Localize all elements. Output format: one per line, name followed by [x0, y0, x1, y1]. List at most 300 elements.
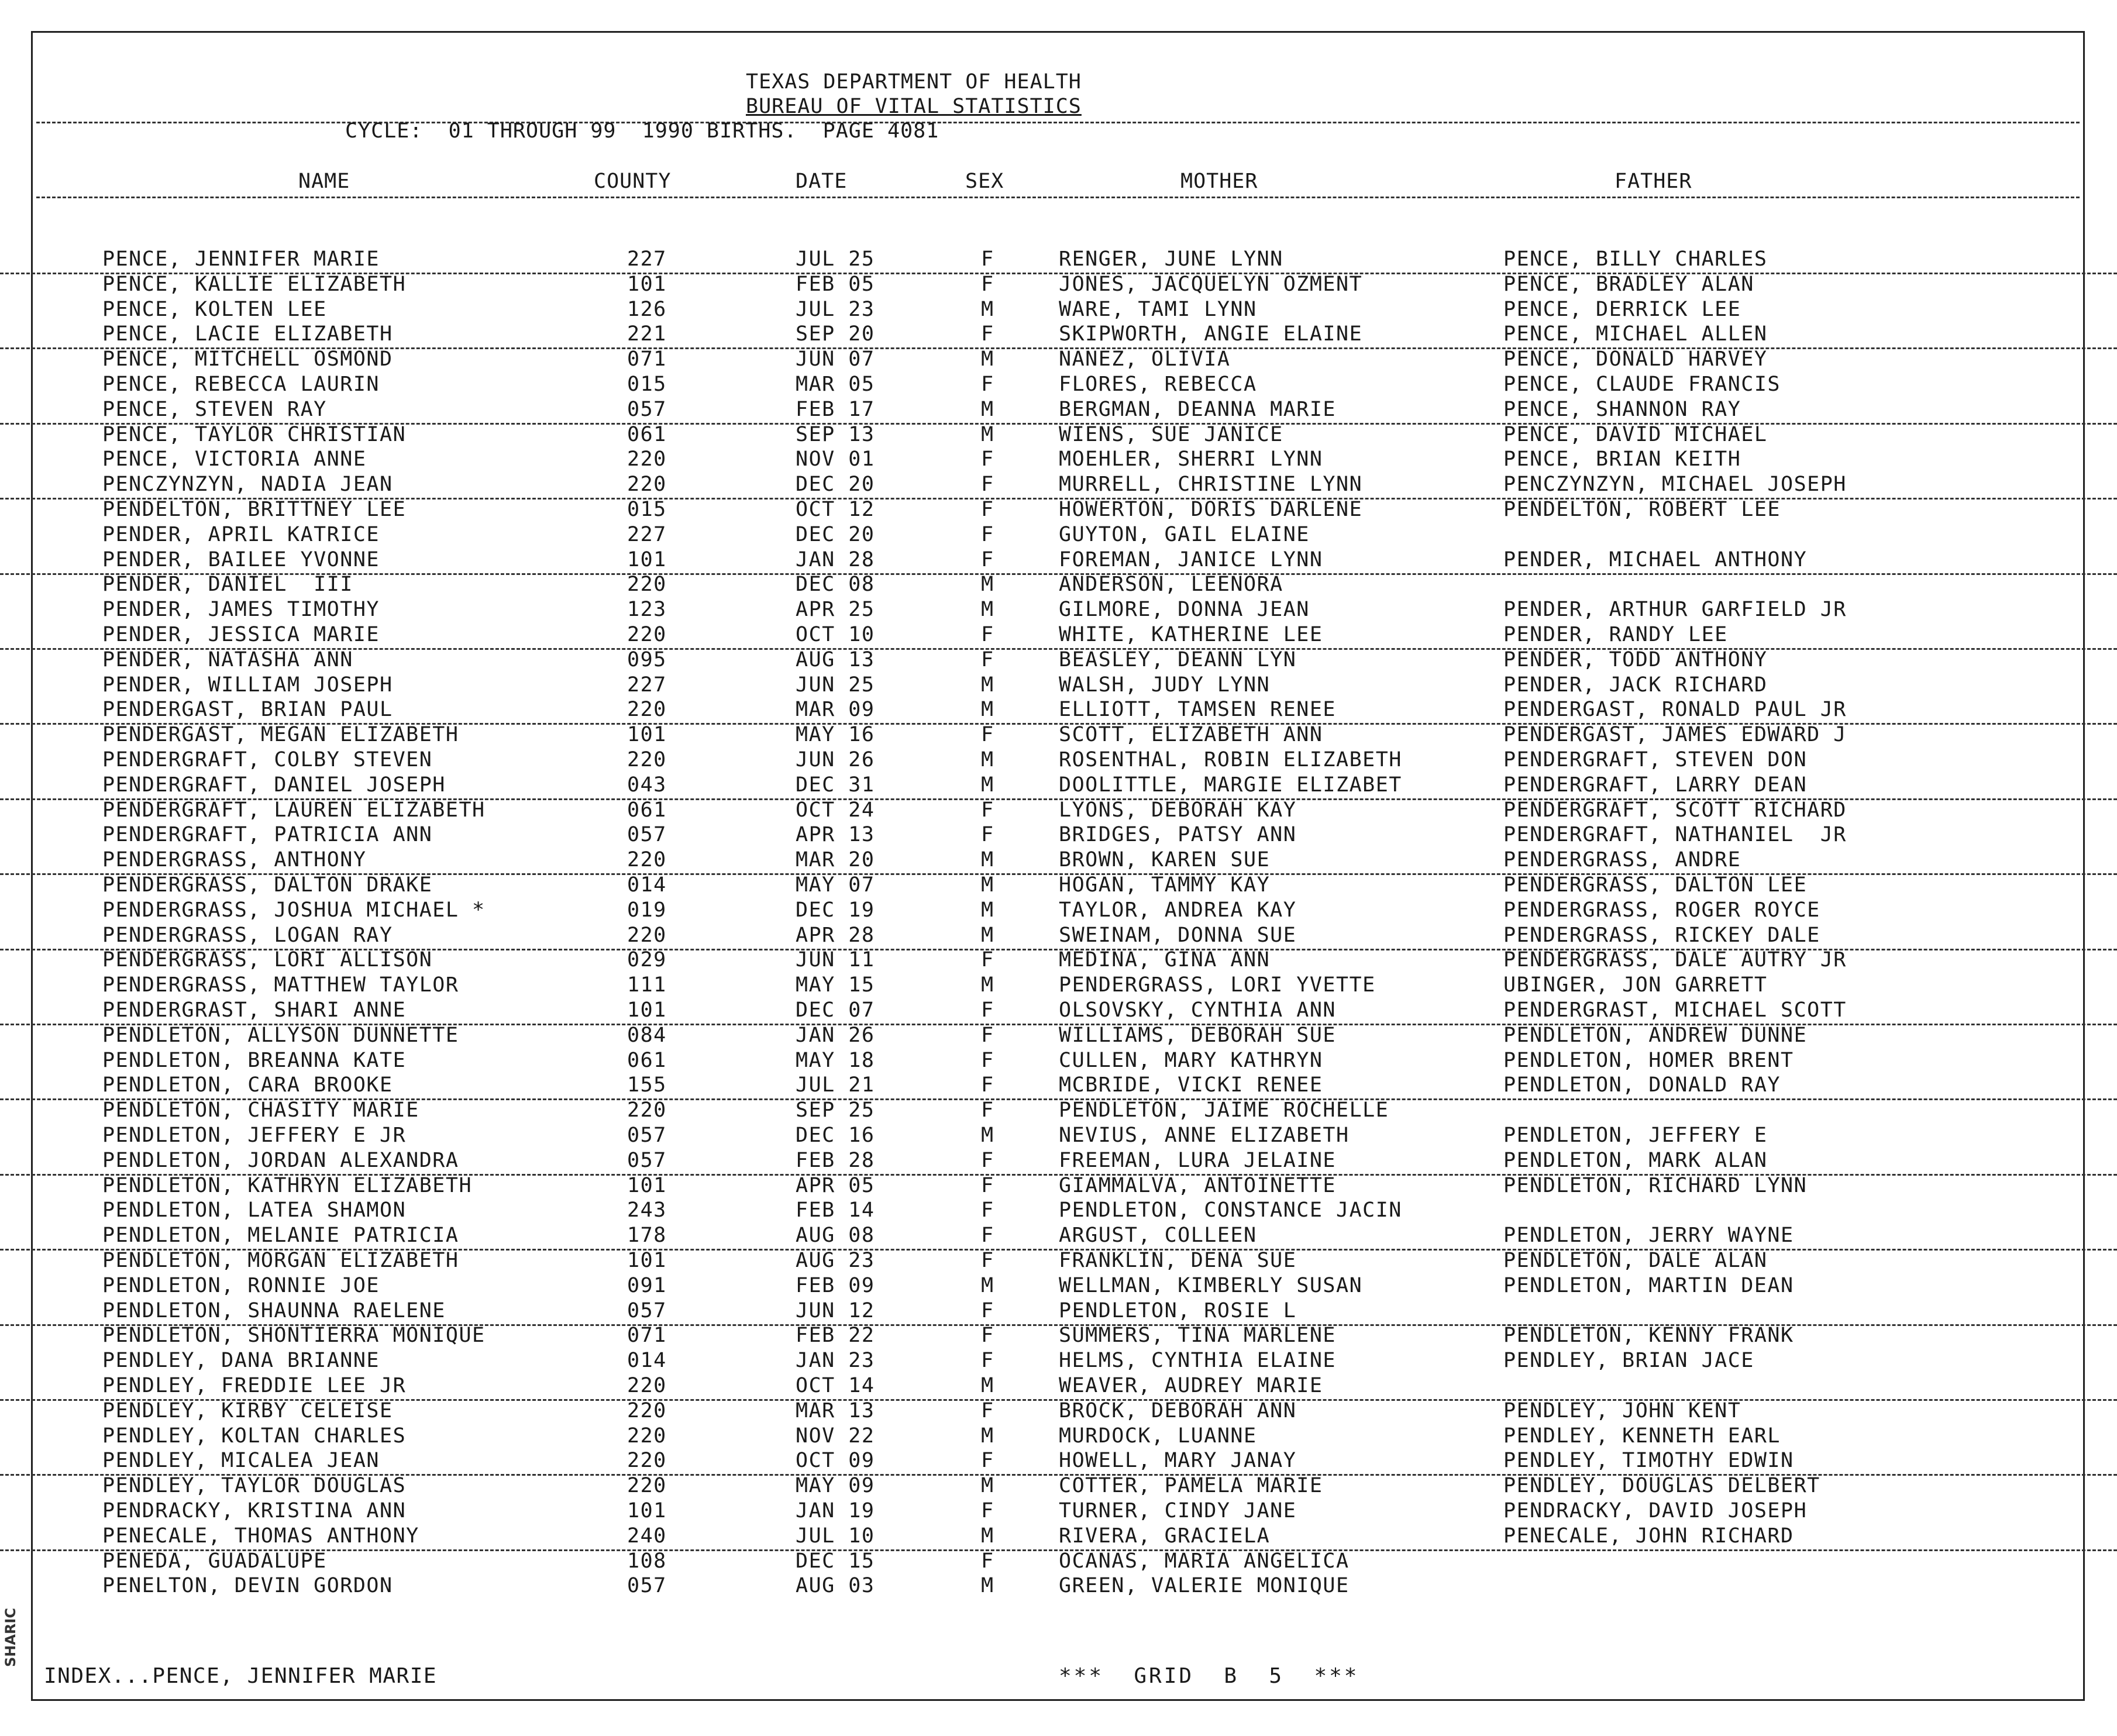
record-father: PENDERGRASS, ROGER ROYCE [1503, 898, 1820, 922]
record-mother: GILMORE, DONNA JEAN [1059, 598, 1310, 622]
record-row [0, 473, 2117, 500]
record-name: PENDERGRASS, LOGAN RAY [102, 923, 393, 947]
record-row [0, 373, 2117, 398]
record-date: JUN 11 [796, 948, 875, 972]
record-row [0, 848, 2117, 875]
record-mother: PENDLETON, ROSIE L [1059, 1298, 1297, 1322]
record-sex: F [981, 373, 994, 396]
record-sex: F [981, 823, 994, 847]
record-date: DEC 16 [796, 1124, 875, 1147]
record-sex: M [981, 873, 994, 897]
record-father: PENDLETON, ANDREW DUNNE [1503, 1023, 1808, 1047]
record-date: MAY 18 [796, 1048, 875, 1072]
record-mother: GUYTON, GAIL ELAINE [1059, 522, 1310, 546]
record-sex: F [981, 1198, 994, 1222]
record-date: AUG 03 [796, 1574, 875, 1598]
record-date: AUG 23 [796, 1249, 875, 1272]
record-county: 057 [627, 1148, 667, 1172]
record-sex: F [981, 798, 994, 822]
record-county: 220 [627, 573, 667, 597]
record-name: PENDLETON, MELANIE PATRICIA [102, 1224, 459, 1248]
record-name: PENDLETON, KATHRYN ELIZABETH [102, 1173, 473, 1197]
record-mother: FLORES, REBECCA [1059, 373, 1257, 396]
record-sex: F [981, 1173, 994, 1197]
record-county: 243 [627, 1198, 667, 1222]
footer-grid: *** GRID B 5 *** [1059, 1664, 1359, 1688]
record-row [0, 723, 2117, 748]
record-mother: COTTER, PAMELA MARIE [1059, 1474, 1323, 1498]
record-row [0, 673, 2117, 698]
record-county: 014 [627, 1349, 667, 1373]
record-row [0, 823, 2117, 848]
record-sex: F [981, 948, 994, 972]
record-father: PENDLETON, DALE ALAN [1503, 1249, 1768, 1272]
record-date: JUL 23 [796, 297, 875, 321]
record-name: PENDLETON, CHASITY MARIE [102, 1098, 419, 1122]
record-row [0, 273, 2117, 298]
record-date: MAR 13 [796, 1399, 875, 1422]
record-county: 057 [627, 397, 667, 421]
record-row [0, 1299, 2117, 1326]
record-mother: NANEZ, OLIVIA [1059, 347, 1231, 371]
record-county: 220 [627, 447, 667, 471]
header-rule [36, 122, 2080, 123]
record-date: MAR 09 [796, 698, 875, 722]
record-father: PENDERGRAST, MICHAEL SCOTT [1503, 998, 1847, 1022]
record-county: 220 [627, 748, 667, 771]
record-father: PENDERGRASS, DALE AUTRY JR [1503, 948, 1847, 972]
record-sex: M [981, 1424, 994, 1448]
record-row [0, 1549, 2117, 1575]
record-mother: HELMS, CYNTHIA ELAINE [1059, 1349, 1337, 1373]
record-county: 015 [627, 373, 667, 396]
record-sex: F [981, 1399, 994, 1422]
record-date: FEB 09 [796, 1273, 875, 1297]
record-father: PENCE, BRIAN KEITH [1503, 447, 1741, 471]
record-sex: M [981, 598, 994, 622]
record-name: PENDERGRASS, MATTHEW TAYLOR [102, 973, 459, 997]
record-name: PENECALE, THOMAS ANTHONY [102, 1524, 419, 1548]
record-mother: SCOTT, ELIZABETH ANN [1059, 723, 1323, 747]
record-mother: FOREMAN, JANICE LYNN [1059, 547, 1323, 571]
record-mother: BRIDGES, PATSY ANN [1059, 823, 1297, 847]
record-date: SEP 13 [796, 422, 875, 446]
record-date: JUN 07 [796, 347, 875, 371]
record-county: 057 [627, 1298, 667, 1322]
record-name: PENEDA, GUADALUPE [102, 1549, 327, 1573]
record-row [0, 648, 2117, 673]
record-date: DEC 19 [796, 898, 875, 922]
record-name: PENCE, REBECCA LAURIN [102, 373, 380, 396]
record-name: PENDLETON, ALLYSON DUNNETTE [102, 1023, 459, 1047]
record-row [0, 447, 2117, 473]
record-name: PENDERGRAFT, COLBY STEVEN [102, 748, 433, 771]
record-sex: M [981, 297, 994, 321]
record-county: 101 [627, 1499, 667, 1523]
record-mother: PENDLETON, CONSTANCE JACIN [1059, 1198, 1402, 1222]
record-father: PENECALE, JOHN RICHARD [1503, 1524, 1794, 1548]
record-father: PENDER, RANDY LEE [1503, 623, 1728, 646]
record-date: NOV 22 [796, 1424, 875, 1448]
record-row [0, 1574, 2117, 1599]
record-mother: TAYLOR, ANDREA KAY [1059, 898, 1297, 922]
record-county: 178 [627, 1224, 667, 1248]
record-sex: F [981, 1499, 994, 1523]
record-name: PENDLEY, KOLTAN CHARLES [102, 1424, 407, 1448]
record-date: OCT 24 [796, 798, 875, 822]
record-mother: WALSH, JUDY LYNN [1059, 673, 1271, 697]
record-county: 101 [627, 998, 667, 1022]
record-county: 220 [627, 923, 667, 947]
record-date: APR 13 [796, 823, 875, 847]
record-mother: WELLMAN, KIMBERLY SUSAN [1059, 1273, 1363, 1297]
record-row [0, 247, 2117, 274]
record-mother: HOWERTON, DORIS DARLENE [1059, 498, 1363, 521]
record-row [0, 573, 2117, 598]
record-mother: MURRELL, CHRISTINE LYNN [1059, 473, 1363, 497]
record-father: PENDLETON, JEFFERY E [1503, 1124, 1768, 1147]
record-date: JUL 10 [796, 1524, 875, 1548]
record-mother: BROCK, DEBORAH ANN [1059, 1399, 1297, 1422]
record-row [0, 347, 2117, 373]
record-date: DEC 20 [796, 522, 875, 546]
record-county: 155 [627, 1073, 667, 1097]
record-row [0, 1524, 2117, 1551]
record-name: PENCE, KALLIE ELIZABETH [102, 272, 407, 296]
record-row [0, 623, 2117, 650]
record-sex: F [981, 1048, 994, 1072]
record-father: PENDLETON, MARTIN DEAN [1503, 1273, 1794, 1297]
record-mother: SUMMERS, TINA MARLENE [1059, 1324, 1337, 1348]
record-county: 014 [627, 873, 667, 897]
record-sex: F [981, 623, 994, 646]
record-mother: PENDERGRASS, LORI YVETTE [1059, 973, 1376, 997]
record-name: PENELTON, DEVIN GORDON [102, 1574, 393, 1598]
record-date: MAR 20 [796, 848, 875, 872]
record-father: PENDELTON, ROBERT LEE [1503, 498, 1781, 521]
record-sex: M [981, 698, 994, 722]
record-row [0, 548, 2117, 575]
record-name: PENDERGRAFT, LAUREN ELIZABETH [102, 798, 486, 822]
record-date: OCT 10 [796, 623, 875, 646]
record-father: PENDERGRASS, DALTON LEE [1503, 873, 1808, 897]
record-county: 220 [627, 698, 667, 722]
record-name: PENDLEY, FREDDIE LEE JR [102, 1374, 407, 1397]
record-name: PENDERGAST, MEGAN ELIZABETH [102, 723, 459, 747]
record-row [0, 998, 2117, 1025]
column-header-mother: MOTHER [1180, 170, 1258, 193]
record-name: PENDLEY, DANA BRIANNE [102, 1349, 380, 1373]
record-county: 220 [627, 623, 667, 646]
column-header-sex: SEX [965, 170, 1004, 193]
record-row [0, 1424, 2117, 1449]
record-mother: MCBRIDE, VICKI RENEE [1059, 1073, 1323, 1097]
record-name: PENCE, MITCHELL OSMOND [102, 347, 393, 371]
record-sex: F [981, 647, 994, 671]
record-date: FEB 05 [796, 272, 875, 296]
record-sex: M [981, 1524, 994, 1548]
record-date: FEB 28 [796, 1148, 875, 1172]
record-county: 101 [627, 723, 667, 747]
column-header-rule [36, 197, 2080, 198]
record-name: PENDLETON, MORGAN ELIZABETH [102, 1249, 459, 1272]
record-mother: WEAVER, AUDREY MARIE [1059, 1374, 1323, 1397]
record-name: PENCE, KOLTEN LEE [102, 297, 327, 321]
record-father: PENDLETON, MARK ALAN [1503, 1148, 1768, 1172]
record-county: 084 [627, 1023, 667, 1047]
record-name: PENCE, TAYLOR CHRISTIAN [102, 422, 407, 446]
record-mother: OCANAS, MARIA ANGELICA [1059, 1549, 1350, 1573]
record-sex: M [981, 848, 994, 872]
record-county: 220 [627, 848, 667, 872]
record-father: PENCE, DAVID MICHAEL [1503, 422, 1768, 446]
record-date: APR 25 [796, 598, 875, 622]
record-sex: F [981, 498, 994, 521]
record-mother: MURDOCK, LUANNE [1059, 1424, 1257, 1448]
record-row [0, 1249, 2117, 1274]
record-county: 220 [627, 1474, 667, 1498]
record-name: PENCZYNZYN, NADIA JEAN [102, 473, 393, 497]
record-name: PENDLETON, JEFFERY E JR [102, 1124, 407, 1147]
record-date: AUG 08 [796, 1224, 875, 1248]
record-mother: ANDERSON, LEENORA [1059, 573, 1283, 597]
record-county: 108 [627, 1549, 667, 1573]
record-name: PENDLETON, BREANNA KATE [102, 1048, 407, 1072]
record-name: PENDER, BAILEE YVONNE [102, 547, 380, 571]
record-sex: F [981, 1098, 994, 1122]
record-date: SEP 25 [796, 1098, 875, 1122]
record-sex: F [981, 272, 994, 296]
record-mother: HOGAN, TAMMY KAY [1059, 873, 1271, 897]
record-county: 019 [627, 898, 667, 922]
record-sex: F [981, 522, 994, 546]
record-county: 091 [627, 1273, 667, 1297]
record-date: DEC 15 [796, 1549, 875, 1573]
record-name: PENDERGRAST, SHARI ANNE [102, 998, 407, 1022]
record-row [0, 1098, 2117, 1124]
record-name: PENDLEY, MICALEA JEAN [102, 1449, 380, 1473]
record-mother: BERGMAN, DEANNA MARIE [1059, 397, 1337, 421]
record-mother: PENDLETON, JAIME ROCHELLE [1059, 1098, 1389, 1122]
record-mother: ARGUST, COLLEEN [1059, 1224, 1257, 1248]
record-row [0, 398, 2117, 425]
record-mother: WHITE, KATHERINE LEE [1059, 623, 1323, 646]
record-father: PENCE, DERRICK LEE [1503, 297, 1741, 321]
record-row [0, 798, 2117, 824]
record-name: PENDERGRAFT, PATRICIA ANN [102, 823, 433, 847]
record-sex: M [981, 1273, 994, 1297]
record-county: 220 [627, 1449, 667, 1473]
record-county: 029 [627, 948, 667, 972]
record-county: 101 [627, 1249, 667, 1272]
record-row [0, 1324, 2117, 1349]
record-row [0, 973, 2117, 998]
record-sex: M [981, 1474, 994, 1498]
record-county: 043 [627, 773, 667, 797]
record-date: JUN 26 [796, 748, 875, 771]
record-father: PENDLEY, KENNETH EARL [1503, 1424, 1781, 1448]
record-county: 057 [627, 1574, 667, 1598]
record-county: 221 [627, 322, 667, 346]
record-date: MAY 09 [796, 1474, 875, 1498]
record-sex: F [981, 1324, 994, 1348]
record-mother: WARE, TAMI LYNN [1059, 297, 1257, 321]
record-sex: F [981, 547, 994, 571]
record-county: 111 [627, 973, 667, 997]
record-row [0, 773, 2117, 800]
record-sex: M [981, 1374, 994, 1397]
record-sex: F [981, 1148, 994, 1172]
record-father: PENDERGRAFT, SCOTT RICHARD [1503, 798, 1847, 822]
record-father: PENCE, MICHAEL ALLEN [1503, 322, 1768, 346]
record-mother: ELLIOTT, TAMSEN RENEE [1059, 698, 1337, 722]
record-county: 057 [627, 1124, 667, 1147]
record-row [0, 298, 2117, 323]
record-row [0, 1049, 2117, 1074]
record-county: 240 [627, 1524, 667, 1548]
record-sex: F [981, 998, 994, 1022]
record-mother: RENGER, JUNE LYNN [1059, 247, 1283, 271]
record-sex: F [981, 1249, 994, 1272]
record-row [0, 924, 2117, 950]
record-father: PENDLETON, RICHARD LYNN [1503, 1173, 1808, 1197]
record-mother: ROSENTHAL, ROBIN ELIZABETH [1059, 748, 1402, 771]
record-father: PENCE, SHANNON RAY [1503, 397, 1741, 421]
record-sex: M [981, 422, 994, 446]
record-row [0, 948, 2117, 973]
record-county: 071 [627, 1324, 667, 1348]
record-sex: F [981, 1349, 994, 1373]
record-name: PENDELTON, BRITTNEY LEE [102, 498, 407, 521]
record-row [0, 1024, 2117, 1049]
record-mother: MOEHLER, SHERRI LYNN [1059, 447, 1323, 471]
record-sex: M [981, 1574, 994, 1598]
record-mother: FREEMAN, LURA JELAINE [1059, 1148, 1337, 1172]
record-sex: F [981, 1449, 994, 1473]
record-date: DEC 08 [796, 573, 875, 597]
record-row [0, 1149, 2117, 1176]
record-sex: F [981, 1073, 994, 1097]
record-date: JUN 25 [796, 673, 875, 697]
record-row [0, 1274, 2117, 1299]
record-mother: HOWELL, MARY JANAY [1059, 1449, 1297, 1473]
column-header-father: FATHER [1615, 170, 1692, 193]
column-header-name: NAME [298, 170, 350, 193]
record-name: PENDLETON, CARA BROOKE [102, 1073, 393, 1097]
record-row [0, 322, 2117, 349]
record-name: PENDLETON, JORDAN ALEXANDRA [102, 1148, 459, 1172]
record-county: 071 [627, 347, 667, 371]
record-mother: LYONS, DEBORAH KAY [1059, 798, 1297, 822]
record-county: 220 [627, 1399, 667, 1422]
record-date: MAY 15 [796, 973, 875, 997]
record-date: JUN 12 [796, 1298, 875, 1322]
record-date: DEC 07 [796, 998, 875, 1022]
record-name: PENDLEY, TAYLOR DOUGLAS [102, 1474, 407, 1498]
header-agency: TEXAS DEPARTMENT OF HEALTH [746, 70, 1082, 94]
record-row [0, 1124, 2117, 1149]
record-name: PENDLETON, RONNIE JOE [102, 1273, 380, 1297]
record-father: PENCE, BRADLEY ALAN [1503, 272, 1754, 296]
record-county: 220 [627, 1374, 667, 1397]
record-father: PENDERGRASS, ANDRE [1503, 848, 1741, 872]
record-date: APR 28 [796, 923, 875, 947]
record-date: DEC 20 [796, 473, 875, 497]
record-row [0, 1499, 2117, 1524]
record-row [0, 1399, 2117, 1424]
record-sex: F [981, 1549, 994, 1573]
record-name: PENDER, APRIL KATRICE [102, 522, 380, 546]
record-row [0, 1349, 2117, 1374]
record-county: 061 [627, 422, 667, 446]
record-father: PENDERGAST, RONALD PAUL JR [1503, 698, 1847, 722]
record-date: MAY 16 [796, 723, 875, 747]
record-mother: SKIPWORTH, ANGIE ELAINE [1059, 322, 1363, 346]
record-name: PENCE, VICTORIA ANNE [102, 447, 367, 471]
record-name: PENDERGRASS, LORI ALLISON [102, 948, 433, 972]
record-county: 101 [627, 272, 667, 296]
record-mother: CULLEN, MARY KATHRYN [1059, 1048, 1323, 1072]
record-father: PENCE, DONALD HARVEY [1503, 347, 1768, 371]
record-row [0, 1449, 2117, 1476]
record-date: MAR 05 [796, 373, 875, 396]
record-father: PENDLETON, HOMER BRENT [1503, 1048, 1794, 1072]
record-mother: SWEINAM, DONNA SUE [1059, 923, 1297, 947]
record-date: NOV 01 [796, 447, 875, 471]
record-name: PENDLEY, KIRBY CELEISE [102, 1399, 393, 1422]
side-mark: SHARIC [2, 1608, 19, 1667]
record-date: SEP 20 [796, 322, 875, 346]
record-county: 220 [627, 1424, 667, 1448]
record-father: PENCE, CLAUDE FRANCIS [1503, 373, 1781, 396]
record-mother: FRANKLIN, DENA SUE [1059, 1249, 1297, 1272]
record-name: PENDERGRASS, JOSHUA MICHAEL * [102, 898, 486, 922]
record-county: 123 [627, 598, 667, 622]
record-father: PENDLEY, BRIAN JACE [1503, 1349, 1754, 1373]
record-name: PENDERGRASS, ANTHONY [102, 848, 367, 872]
record-mother: TURNER, CINDY JANE [1059, 1499, 1297, 1523]
record-county: 101 [627, 547, 667, 571]
footer-index: INDEX...PENCE, JENNIFER MARIE [44, 1664, 438, 1688]
record-mother: RIVERA, GRACIELA [1059, 1524, 1271, 1548]
record-name: PENDERGRAFT, DANIEL JOSEPH [102, 773, 446, 797]
record-father: PENDERGRAFT, LARRY DEAN [1503, 773, 1808, 797]
record-father: PENDER, ARTHUR GARFIELD JR [1503, 598, 1847, 622]
header-bureau: BUREAU OF VITAL STATISTICS [746, 95, 1082, 118]
record-sex: M [981, 673, 994, 697]
record-sex: F [981, 447, 994, 471]
record-row [0, 1198, 2117, 1224]
record-father: PENDER, TODD ANTHONY [1503, 647, 1768, 671]
record-mother: MEDINA, GINA ANN [1059, 948, 1271, 972]
record-mother: DOOLITTLE, MARGIE ELIZABET [1059, 773, 1402, 797]
record-name: PENDERGAST, BRIAN PAUL [102, 698, 393, 722]
record-row [0, 748, 2117, 773]
record-county: 101 [627, 1173, 667, 1197]
record-name: PENDERGRASS, DALTON DRAKE [102, 873, 433, 897]
record-name: PENDER, NATASHA ANN [102, 647, 353, 671]
record-county: 227 [627, 673, 667, 697]
record-date: DEC 31 [796, 773, 875, 797]
record-row [0, 1073, 2117, 1100]
record-father: PENDER, MICHAEL ANTHONY [1503, 547, 1808, 571]
record-father: PENDLETON, KENNY FRANK [1503, 1324, 1794, 1348]
record-date: FEB 14 [796, 1198, 875, 1222]
record-father: PENDLETON, JERRY WAYNE [1503, 1224, 1794, 1248]
record-sex: M [981, 397, 994, 421]
record-sex: M [981, 1124, 994, 1147]
record-sex: F [981, 1023, 994, 1047]
